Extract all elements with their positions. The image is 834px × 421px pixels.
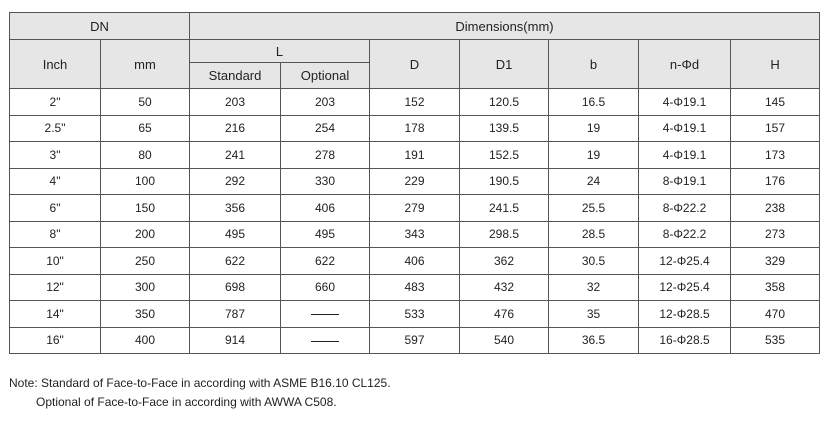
cell-mm: 80 <box>101 142 190 169</box>
header-l: L <box>190 40 370 63</box>
cell-inch: 2.5" <box>10 115 101 142</box>
table-row <box>10 221 820 248</box>
cell-b: 24 <box>549 168 639 195</box>
cell-optional <box>281 327 370 354</box>
header-dimensions: Dimensions(mm) <box>190 13 820 40</box>
cell-optional: 660 <box>281 274 370 301</box>
cell-mm: 150 <box>101 195 190 222</box>
cell-h: 173 <box>731 142 820 169</box>
cell-h: 145 <box>731 89 820 116</box>
header-b: b <box>549 40 639 89</box>
table-row <box>10 327 820 354</box>
not-applicable-dash <box>311 314 339 315</box>
cell-d1: 152.5 <box>460 142 549 169</box>
cell-b: 28.5 <box>549 221 639 248</box>
cell-inch: 2" <box>10 89 101 116</box>
table-row <box>10 274 820 301</box>
cell-b: 32 <box>549 274 639 301</box>
cell-standard: 698 <box>190 274 281 301</box>
cell-b: 35 <box>549 301 639 328</box>
cell-nphid: 4-Φ19.1 <box>639 89 731 116</box>
table-row <box>10 168 820 195</box>
cell-b: 30.5 <box>549 248 639 275</box>
cell-optional: 330 <box>281 168 370 195</box>
cell-mm: 100 <box>101 168 190 195</box>
footnote <box>9 374 391 412</box>
cell-d: 533 <box>370 301 460 328</box>
cell-nphid: 8-Φ22.2 <box>639 221 731 248</box>
cell-mm: 300 <box>101 274 190 301</box>
cell-b: 36.5 <box>549 327 639 354</box>
cell-d1: 190.5 <box>460 168 549 195</box>
header-optional: Optional <box>281 63 370 89</box>
cell-d: 152 <box>370 89 460 116</box>
cell-mm: 350 <box>101 301 190 328</box>
cell-d: 483 <box>370 274 460 301</box>
cell-standard: 216 <box>190 115 281 142</box>
cell-nphid: 4-Φ19.1 <box>639 115 731 142</box>
table-row <box>10 195 820 222</box>
cell-d: 279 <box>370 195 460 222</box>
cell-mm: 65 <box>101 115 190 142</box>
table-row <box>10 89 820 116</box>
cell-standard: 203 <box>190 89 281 116</box>
cell-optional <box>281 301 370 328</box>
cell-d: 178 <box>370 115 460 142</box>
header-inch: Inch <box>10 40 101 89</box>
cell-inch: 4" <box>10 168 101 195</box>
cell-standard: 292 <box>190 168 281 195</box>
cell-d1: 120.5 <box>460 89 549 116</box>
cell-d1: 139.5 <box>460 115 549 142</box>
table-row <box>10 301 820 328</box>
cell-b: 19 <box>549 115 639 142</box>
cell-d1: 298.5 <box>460 221 549 248</box>
cell-h: 329 <box>731 248 820 275</box>
header-d1: D1 <box>460 40 549 89</box>
cell-nphid: 12-Φ25.4 <box>639 274 731 301</box>
cell-standard: 622 <box>190 248 281 275</box>
header-d: D <box>370 40 460 89</box>
header-h: H <box>731 40 820 89</box>
cell-b: 16.5 <box>549 89 639 116</box>
cell-h: 535 <box>731 327 820 354</box>
header-dn: DN <box>10 13 190 40</box>
cell-h: 176 <box>731 168 820 195</box>
cell-inch: 14" <box>10 301 101 328</box>
cell-mm: 250 <box>101 248 190 275</box>
cell-optional: 278 <box>281 142 370 169</box>
cell-d: 597 <box>370 327 460 354</box>
cell-standard: 914 <box>190 327 281 354</box>
cell-h: 358 <box>731 274 820 301</box>
cell-inch: 10" <box>10 248 101 275</box>
cell-inch: 6" <box>10 195 101 222</box>
cell-d1: 432 <box>460 274 549 301</box>
cell-d: 343 <box>370 221 460 248</box>
footnote-line-2: Optional of Face-to-Face in according with AWWA C508. <box>36 395 337 409</box>
not-applicable-dash <box>311 341 339 342</box>
cell-mm: 400 <box>101 327 190 354</box>
cell-nphid: 16-Φ28.5 <box>639 327 731 354</box>
cell-nphid: 4-Φ19.1 <box>639 142 731 169</box>
cell-nphid: 8-Φ19.1 <box>639 168 731 195</box>
cell-d: 191 <box>370 142 460 169</box>
cell-mm: 200 <box>101 221 190 248</box>
cell-h: 238 <box>731 195 820 222</box>
header-mm: mm <box>101 40 190 89</box>
cell-d1: 362 <box>460 248 549 275</box>
cell-standard: 495 <box>190 221 281 248</box>
cell-d: 406 <box>370 248 460 275</box>
cell-d1: 476 <box>460 301 549 328</box>
cell-h: 470 <box>731 301 820 328</box>
cell-nphid: 12-Φ28.5 <box>639 301 731 328</box>
cell-mm: 50 <box>101 89 190 116</box>
table-row <box>10 248 820 275</box>
cell-standard: 787 <box>190 301 281 328</box>
cell-nphid: 8-Φ22.2 <box>639 195 731 222</box>
cell-optional: 406 <box>281 195 370 222</box>
cell-optional: 254 <box>281 115 370 142</box>
cell-optional: 495 <box>281 221 370 248</box>
table-row <box>10 115 820 142</box>
dimensions-table <box>9 12 820 354</box>
cell-nphid: 12-Φ25.4 <box>639 248 731 275</box>
cell-h: 157 <box>731 115 820 142</box>
table-row <box>10 142 820 169</box>
cell-optional: 203 <box>281 89 370 116</box>
cell-inch: 3" <box>10 142 101 169</box>
footnote-line-1: Note: Standard of Face-to-Face in according with ASME B16.10 CL125. <box>9 376 391 390</box>
cell-standard: 241 <box>190 142 281 169</box>
cell-standard: 356 <box>190 195 281 222</box>
cell-b: 19 <box>549 142 639 169</box>
cell-inch: 12" <box>10 274 101 301</box>
cell-d1: 540 <box>460 327 549 354</box>
cell-b: 25.5 <box>549 195 639 222</box>
cell-d: 229 <box>370 168 460 195</box>
cell-optional: 622 <box>281 248 370 275</box>
header-standard: Standard <box>190 63 281 89</box>
header-nphid: n-Φd <box>639 40 731 89</box>
cell-inch: 16" <box>10 327 101 354</box>
cell-d1: 241.5 <box>460 195 549 222</box>
cell-inch: 8" <box>10 221 101 248</box>
cell-h: 273 <box>731 221 820 248</box>
